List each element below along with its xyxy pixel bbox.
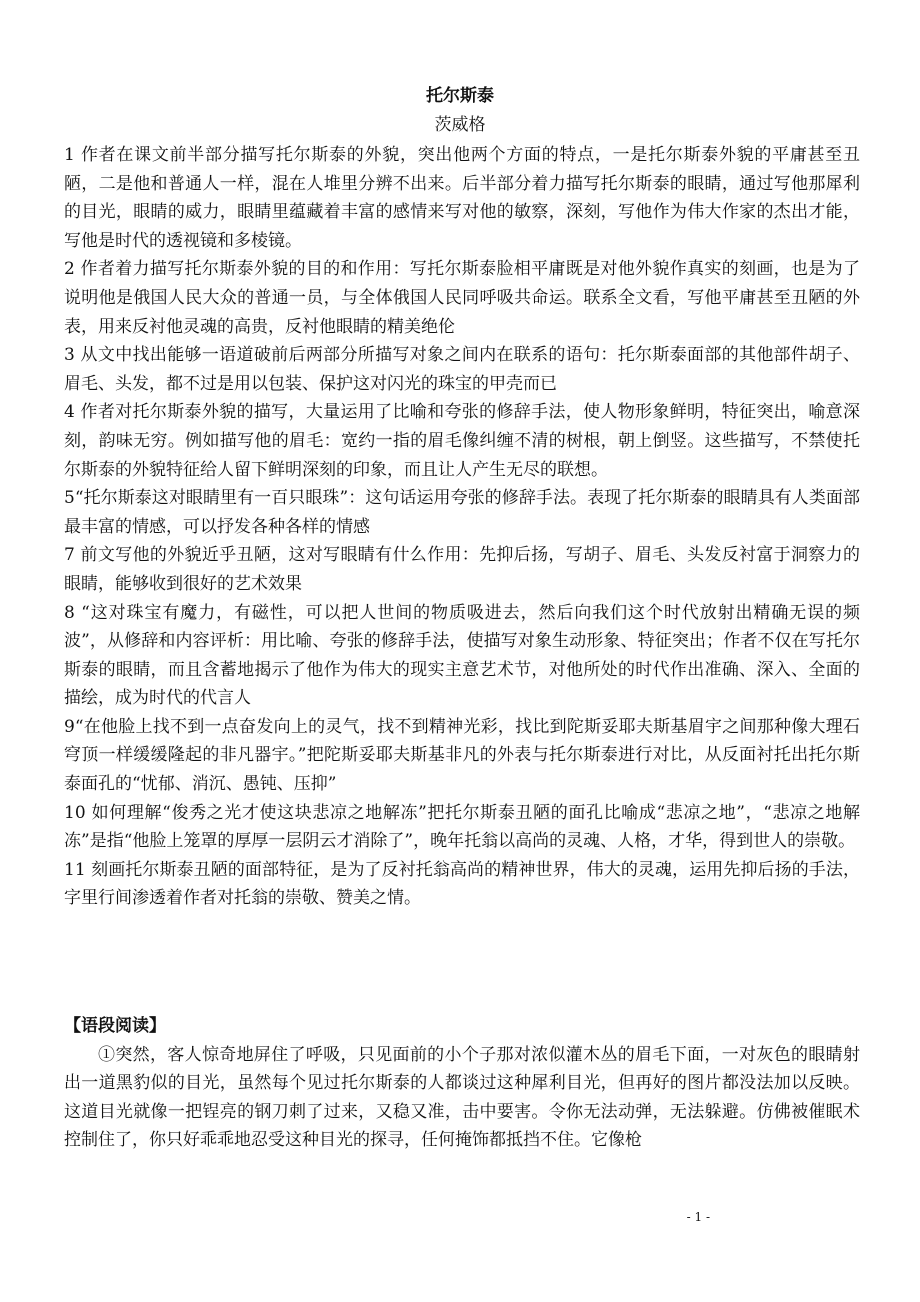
reading-section-heading: 【语段阅读】 [64,1016,166,1036]
answer-item-1: 1 作者在课文前半部分描写托尔斯泰的外貌，突出他两个方面的特点，一是托尔斯泰外貌的平庸甚至丑陋，二是他和普通人一样，混在人堆里分辨不出来。后半部分着力描写托尔斯泰的眼睛，通过写他那犀利的目光，眼睛的威力，眼睛里蕴藏着丰富的感情来写对他的敏察，深刻，写他作为伟大作家的杰出才能，写他是时代的透视镜和多棱镜。 [64,145,860,251]
answer-item-9: 9“在他脸上找不到一点奋发向上的灵气，找不到精神光彩，找比到陀斯妥耶夫斯基眉宇之间那种像大理石穹顶一样缓缓隆起的非凡器宇。”把陀斯妥耶夫斯基非凡的外表与托尔斯泰进行对比，从反面衬托出托尔斯泰面孔的“忧郁、消沉、愚钝、压抑” [64,716,860,795]
answer-item-11: 11 刻画托尔斯泰丑陋的面部特征，是为了反衬托翁高尚的精神世界，伟大的灵魂，运用先抑后扬的手法，字里行间渗透着作者对托翁的崇敬、赞美之情。 [64,859,860,909]
document-title: 托尔斯泰 [426,86,494,106]
answer-item-8: 8 “这对珠宝有魔力，有磁性，可以把人世间的物质吸进去，然后向我们这个时代放射出精确无误的频波”，从修辞和内容评析：用比喻、夸张的修辞手法，使描写对象生动形象、特征突出；作者不仅在写托尔斯泰的眼睛，而且含蓄地揭示了他作为伟大的现实主意艺术节，对他所处的时代作出准确、深入、全面的描绘，成为时代的代言人 [64,602,860,709]
document-author: 茨威格 [434,115,486,135]
reading-paragraph: ①突然，客人惊奇地屏住了呼吸，只见面前的小个子那对浓似灌木丛的眉毛下面，一对灰色的眼睛射出一道黑豹似的目光，虽然每个见过托尔斯泰的人都谈过这种犀利目光，但再好的图片都没法加以反映。这道目光就像一把锃亮的钢刀刺了过来，又稳又准，击中要害。令你无法动弹，无法躲避。仿佛被催眠术控制住了，你只好乖乖地忍受这种目光的探寻，任何掩饰都抵挡不住。它像枪 [64,1044,860,1151]
answer-item-4: 4 作者对托尔斯泰外貌的描写，大量运用了比喻和夸张的修辞手法，使人物形象鲜明，特征突出，喻意深刻，韵味无穷。例如描写他的眉毛：宽约一指的眉毛像纠缠不清的树根，朝上倒竖。这些描写，不禁使托尔斯泰的外貌特征给人留下鲜明深刻的印象，而且让人产生无尽的联想。 [64,402,860,480]
page-number: - 1 - [686,1210,710,1224]
reading-section [64,1012,860,1155]
answer-item-2: 2 作者着力描写托尔斯泰外貌的目的和作用：写托尔斯泰脸相平庸既是对他外貌作真实的刻画，也是为了说明他是俄国人民大众的普通一员，与全体俄国人民同呼吸共命运。联系全文看，写他平庸甚至丑陋的外表，用来反衬他灵魂的高贵，反衬他眼睛的精美绝伦 [64,259,860,337]
answer-item-7: 7 前文写他的外貌近乎丑陋，这对写眼睛有什么作用：先抑后扬，写胡子、眉毛、头发反衬富于洞察力的眼睛，能够收到很好的艺术效果 [64,545,860,594]
answer-item-5: 5“托尔斯泰这对眼睛里有一百只眼珠”：这句话运用夸张的修辞手法。表现了托尔斯泰的眼睛具有人类面部最丰富的情感，可以抒发各种各样的情感 [64,488,860,537]
answer-list [64,141,860,913]
answer-item-3: 3 从文中找出能够一语道破前后两部分所描写对象之间内在联系的语句：托尔斯泰面部的其他部件胡子、眉毛、头发，都不过是用以包装、保护这对闪光的珠宝的甲壳而已 [64,345,860,394]
answer-item-10: 10 如何理解“俊秀之光才使这块悲凉之地解冻”把托尔斯泰丑陋的面孔比喻成“悲凉之地”，“悲凉之地解冻”是指“他脸上笼罩的厚厚一层阴云才消除了”，晚年托翁以高尚的灵魂、人格，才华，得到世人的崇敬。 [64,802,860,852]
